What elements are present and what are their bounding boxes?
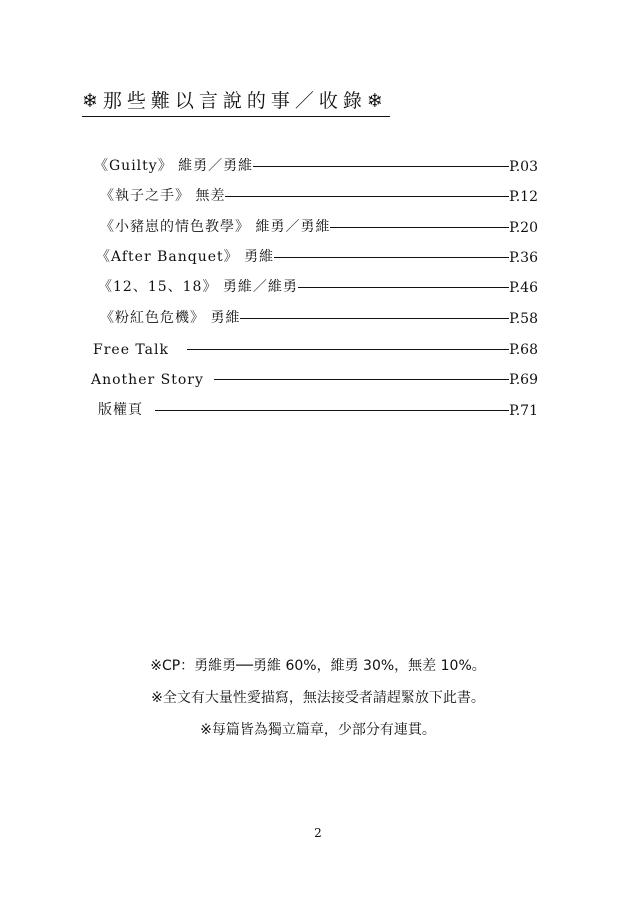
leader-line bbox=[155, 410, 509, 411]
toc-entry bbox=[100, 305, 538, 327]
note-line: ※CP：勇維勇──勇維 60%，維勇 30%，無差 10%。 bbox=[150, 658, 486, 674]
leader-line bbox=[187, 349, 509, 350]
leader-line bbox=[214, 379, 509, 380]
toc-entry-page: P.69 bbox=[509, 372, 538, 388]
toc-entry bbox=[100, 183, 538, 205]
toc-entry-title: 《Guilty》 維勇／勇維 bbox=[94, 158, 254, 174]
toc-entry bbox=[100, 214, 538, 236]
toc-entry-title: Another Story bbox=[91, 372, 204, 388]
toc-entry-page: P.03 bbox=[509, 159, 538, 175]
note-line: ※每篇皆為獨立篇章，少部分有連貫。 bbox=[200, 722, 436, 738]
toc-entry-page: P.71 bbox=[509, 403, 538, 419]
toc-entry-title: 《12、15、18》 勇維／維勇 bbox=[98, 279, 298, 295]
toc-entry-title: 版權頁 bbox=[98, 402, 143, 418]
toc-entry-title: 《粉紅色危機》 勇維 bbox=[100, 310, 241, 326]
leader-line bbox=[240, 318, 509, 319]
toc-entry bbox=[98, 397, 538, 419]
toc-entry-title: 《執子之手》 無差 bbox=[100, 188, 226, 204]
toc-entry bbox=[98, 274, 538, 296]
toc-entry-page: P.36 bbox=[509, 250, 538, 266]
page-title: ❄那些難以言說的事／收錄❄ bbox=[82, 86, 390, 117]
toc-entry-title: 《After Banquet》 勇維 bbox=[96, 249, 275, 265]
leader-line bbox=[225, 196, 509, 197]
toc-entry-page: P.58 bbox=[509, 311, 538, 327]
leader-line bbox=[274, 257, 509, 258]
leader-line bbox=[253, 166, 509, 167]
toc-entry-page: P.68 bbox=[509, 342, 538, 358]
leader-line bbox=[330, 227, 509, 228]
toc-entry-page: P.20 bbox=[509, 220, 538, 236]
leader-line bbox=[298, 287, 509, 288]
page-number: 2 bbox=[314, 826, 322, 840]
toc-entry bbox=[96, 244, 538, 266]
toc-entry-title: Free Talk bbox=[93, 342, 169, 358]
toc-entry bbox=[93, 336, 538, 358]
toc-entry-page: P.46 bbox=[509, 280, 538, 296]
note-line: ※全文有大量性愛描寫，無法接受者請趕緊放下此書。 bbox=[151, 690, 485, 706]
toc-entry bbox=[94, 153, 538, 175]
toc-entry-title: 《小豬崽的情色教學》 維勇／勇維 bbox=[100, 219, 331, 235]
notes-block bbox=[0, 650, 636, 746]
toc-entry-page: P.12 bbox=[509, 189, 538, 205]
toc-entry bbox=[91, 366, 538, 388]
